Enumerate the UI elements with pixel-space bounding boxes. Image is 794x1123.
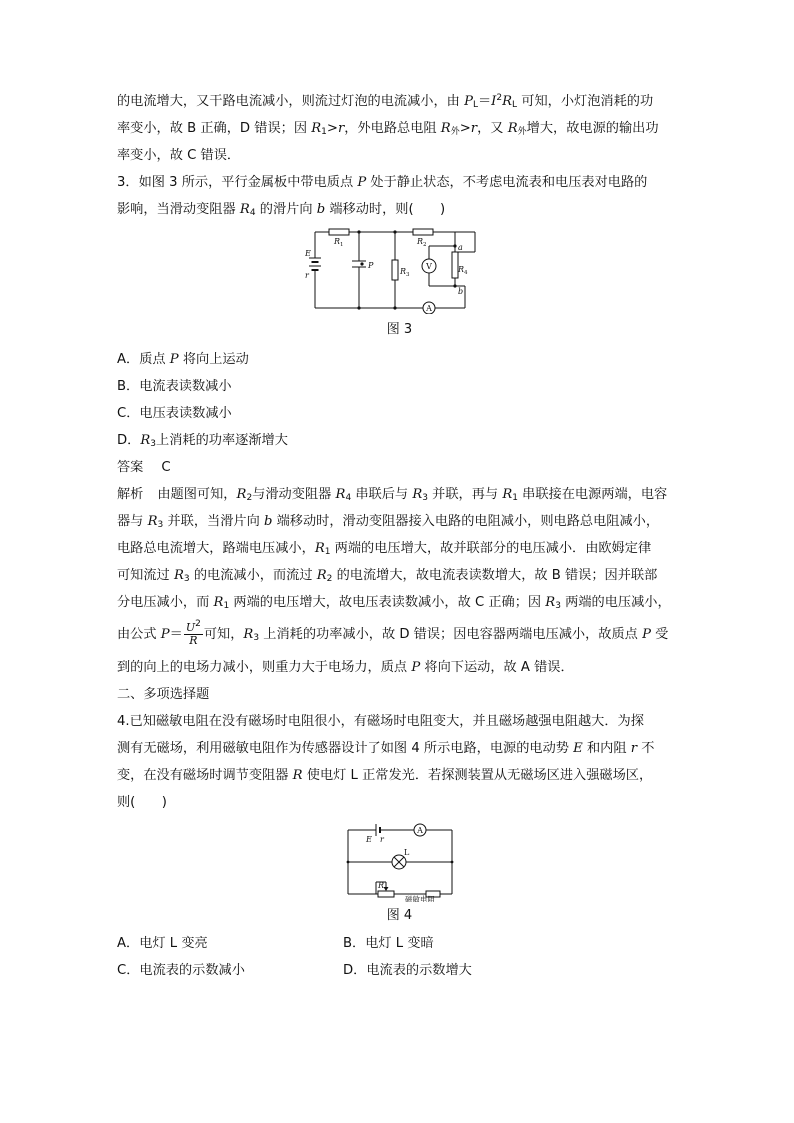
label-b: b	[457, 287, 463, 296]
q3-stem-line-2: 影响，当滑动变阻器 $R_4$ 的滑片向 b 端移动时，则( )	[117, 202, 446, 218]
figure-4-caption: 图 4	[386, 908, 413, 923]
section-heading-multiple-choice: 二、多项选择题	[117, 687, 210, 702]
q3-analysis-line-7: 到的向上的电场力减小，则重力大于电场力，质点 P 将向下运动，故 A 错误．	[117, 660, 574, 675]
continuation-line-1: 的电流增大，又干路电流减小，则流过灯泡的电流减小，由 $P_L=I^2R_L$ 可知，小灯泡消耗的功	[117, 93, 654, 110]
figure-4-circuit	[344, 822, 456, 902]
q4-option-d: D．电流表的示数增大	[343, 963, 472, 978]
label-r1-sub: 1	[339, 242, 343, 248]
voltmeter-label: V	[425, 262, 432, 271]
q4-stem-line-3: 变，在没有磁场时调节变阻器 R 使电灯 L 正常发光．若探测装置从无磁场区进入强磁场区，	[117, 768, 653, 783]
label-e4: E	[365, 835, 372, 844]
q3-option-c: C．电压表读数减小	[117, 406, 232, 421]
label-r3: R	[399, 267, 406, 276]
q3-stem-line-1: 3．如图 3 所示，平行金属板中带电质点 P 处于静止状态，不考虑电流表和电压表对电路的	[117, 175, 648, 190]
label-r3-sub: 3	[405, 272, 409, 278]
q4-stem-line-4: 则( )	[117, 795, 167, 810]
q4-option-b: B．电灯 L 变暗	[343, 936, 434, 951]
q4-options-row-1	[117, 930, 682, 957]
label-r-internal: r	[304, 271, 309, 280]
label-r4-internal: r	[379, 835, 384, 844]
q3-analysis-line-4: 可知流过 $R_3$ 的电流减小，而流过 $R_2$ 的电流增大，故电流表读数增大，故 B 错误；因并联部	[117, 568, 658, 584]
q3-option-a: A．质点 P 将向上运动	[117, 352, 249, 367]
q3-analysis-line-3: 电路总电流增大，路端电压减小，$R_1$ 两端的电压增大，故并联部分的电压减小．由欧姆定律	[117, 541, 652, 557]
label-r2-sub: 2	[422, 242, 426, 248]
q4-stem-line-1: 4.已知磁敏电阻在没有磁场时电阻很小，有磁场时电阻变大，并且磁场越强电阻越大．为探	[117, 714, 644, 729]
q4-stem-line-2: 测有无磁场，利用磁敏电阻作为传感器设计了如图 4 所示电路，电源的电动势 E 和内阻 r 不	[117, 741, 655, 756]
ammeter-label: A	[425, 304, 432, 313]
q3-analysis-line-5: 分电压减小，而 $R_1$ 两端的电压增大，故电压表读数减小，故 C 正确；因 $R_3$ 两端的电压减小，	[117, 595, 671, 611]
rheostat-label: R	[377, 881, 384, 890]
label-a: a	[457, 243, 463, 252]
label-p: P	[367, 261, 373, 270]
label-r4: R	[457, 265, 464, 274]
q3-answer: 答案 C	[117, 460, 171, 475]
ammeter4-label: A	[416, 826, 423, 835]
figure-3-circuit	[305, 226, 495, 314]
label-e: E	[304, 249, 311, 258]
continuation-line-2: 率变小，故 B 正确，D 错误；因 $R_1>r$，外电路总电阻 $R_外>r$，又 $R_外$增大，故电源的输出功	[117, 121, 659, 137]
power-formula-fraction: $\frac{U^2}{R}$	[185, 618, 201, 647]
continuation-line-3: 率变小，故 C 错误．	[117, 148, 241, 163]
label-r1: R	[333, 237, 340, 246]
q4-option-c: C．电流表的示数减小	[117, 963, 245, 978]
q3-analysis-line-6: 由公式 P＝ $\frac{U^2}{R}$ 可知，$R_3$ 上消耗的功率减小，故 D 错误；因电容器两端电压减小，故质点 P 受	[117, 618, 669, 647]
circuit-4-diagram	[344, 822, 456, 902]
magnetoresistor-label: 磁敏电阻	[404, 895, 435, 902]
q3-option-d: D．$R_3$上消耗的功率逐渐增大	[117, 433, 288, 449]
page-content	[117, 88, 682, 984]
label-r2: R	[416, 237, 423, 246]
circuit-3-diagram	[305, 226, 495, 314]
q3-option-b: B．电流表读数减小	[117, 379, 232, 394]
lamp-label: L	[403, 848, 409, 857]
figure-3-caption: 图 3	[386, 322, 413, 337]
q3-analysis-line-2: 器与 $R_3$ 并联，当滑片向 b 端移动时，滑动变阻器接入电路的电阻减小，则电路总电阻减小，	[117, 514, 660, 530]
label-r4-sub: 4	[463, 270, 467, 276]
q3-analysis-line-1: 解析 由题图可知，$R_2$与滑动变阻器 $R_4$ 串联后与 $R_3$ 并联，再与 $R_1$ 串联接在电源两端，电容	[117, 487, 668, 503]
q4-options-row-2	[117, 957, 682, 984]
q4-option-a: A．电灯 L 变亮	[117, 936, 208, 951]
